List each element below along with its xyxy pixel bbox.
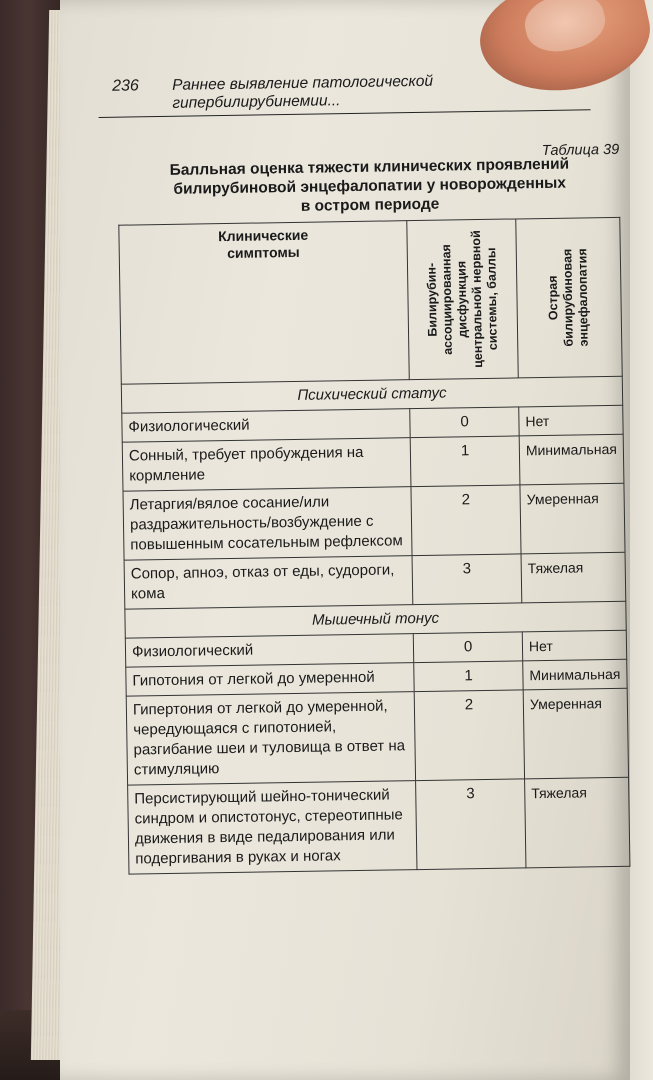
section-title: Мышечный тонус — [125, 601, 626, 638]
score-cell: 1 — [414, 661, 523, 692]
caption-line: билирубиновой энцефалопатии у новорожденных — [173, 174, 567, 198]
running-header — [98, 70, 591, 118]
table-row — [128, 777, 630, 874]
score-cell: 1 — [410, 436, 519, 487]
page-number: 236 — [111, 77, 139, 95]
column-header-bind-score: Билирубин- ассоциированная дисфункция центральной нервной системы, баллы — [407, 219, 518, 380]
symptom-cell: Физиологический — [125, 634, 414, 668]
severity-cell: Нет — [519, 405, 623, 436]
column-header-symptoms: Клинические симптомы — [119, 221, 410, 385]
caption-line: Балльная оценка тяжести клинических проявлений — [169, 155, 570, 179]
severity-cell: Тяжелая — [521, 552, 626, 603]
table-row — [126, 688, 628, 785]
score-cell: 0 — [410, 407, 519, 438]
symptom-cell: Физиологический — [122, 409, 411, 443]
score-cell: 2 — [414, 690, 524, 781]
severity-cell: Минимальная — [519, 434, 624, 485]
table-caption — [134, 154, 605, 218]
symptom-cell: Гипотония от легкой до умеренной — [126, 663, 415, 697]
page-content — [98, 70, 630, 875]
scoring-table — [118, 217, 630, 875]
section-title: Психический статус — [121, 376, 622, 413]
table-row — [123, 483, 625, 560]
symptom-cell: Персистирующий шейно-тонический синдром и опистотонус, стереотипные движения в виде педалирования или подергивания в руках и ногах — [128, 781, 418, 875]
score-cell: 2 — [411, 485, 521, 556]
running-title: Раннее выявление патологической гипербилирубинемии... — [171, 72, 434, 112]
table-row — [124, 552, 626, 609]
table-label: Таблица 39 — [541, 141, 620, 160]
score-cell: 3 — [416, 779, 526, 870]
severity-cell: Умеренная — [523, 688, 628, 779]
symptom-cell: Сонный, требует пробуждения на кормление — [122, 438, 411, 492]
table-header-row — [119, 217, 622, 384]
severity-cell: Минимальная — [523, 659, 627, 690]
symptom-cell: Сопор, апноэ, отказ от еды, судороги, кома — [124, 556, 413, 610]
caption-line: в остром периоде — [300, 195, 440, 215]
symptom-cell: Летаргия/вялое сосание/или раздражительность/возбуждение с повышенным сосательным рефлексом — [123, 487, 412, 561]
severity-cell: Тяжелая — [525, 777, 630, 868]
severity-cell: Нет — [522, 630, 626, 661]
table-row — [122, 434, 624, 491]
column-header-acute-encephalopathy: Острая билирубиновая энцефалопатия — [516, 217, 623, 378]
severity-cell: Умеренная — [520, 483, 625, 554]
symptom-cell: Гипертония от легкой до умеренной, чередующаяся с гипотонией, разгибание шеи и туловища в ответ на стимуляцию — [126, 692, 416, 786]
score-cell: 3 — [412, 554, 521, 605]
score-cell: 0 — [414, 632, 523, 663]
